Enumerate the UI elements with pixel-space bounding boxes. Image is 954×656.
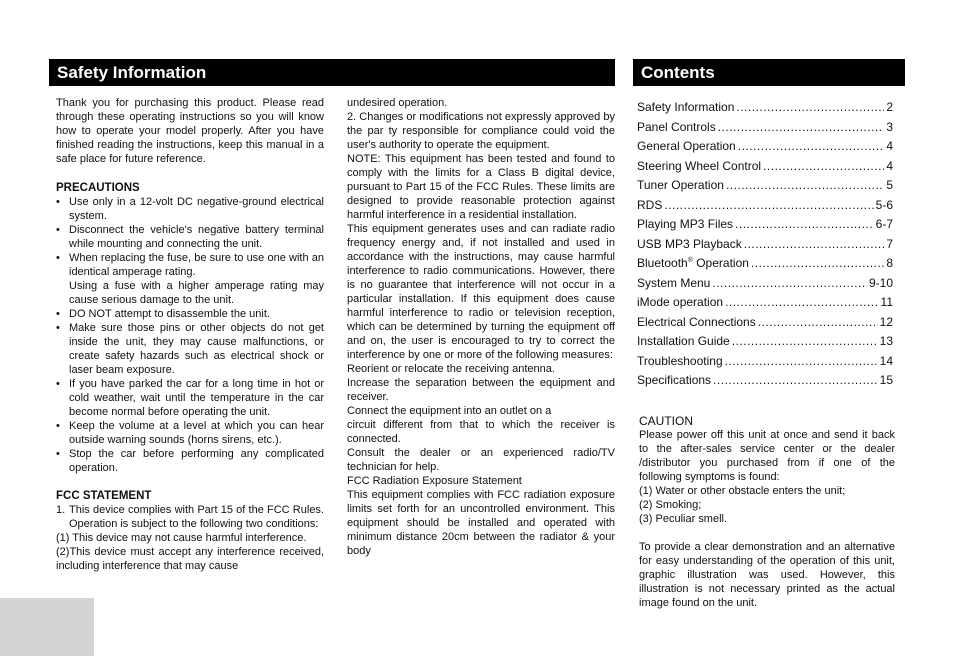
fuse-warning-text: Using a fuse with a higher amperage rating may cause serious damage to the unit. [69, 280, 324, 306]
precautions-list [56, 195, 324, 475]
symptom-item: (1) Water or other obstacle enters the unit; [639, 485, 846, 497]
registered-mark: ® [687, 257, 693, 264]
caution-text: Please power off this unit at once and send it back to the after-sales service center or the dealer /distributor you purchased from if one of the following symptoms is found: [639, 429, 895, 483]
toc-title: RDS [637, 197, 663, 212]
list-item: • DO NOT attempt to disassemble the unit. [56, 307, 324, 321]
fuse-rating-text: When replacing the fuse, be sure to use one with an identical amperage rating. [69, 252, 324, 278]
toc-leader [712, 274, 867, 294]
toc-title: Troubleshooting [637, 353, 723, 368]
toc-title: Playing MP3 Files [637, 217, 734, 231]
toc-title: iMode operation [637, 295, 724, 309]
toc-title: System Menu [637, 275, 711, 290]
note-paragraph: NOTE: This equipment has been tested and found to comply with the limits for a Class B digital device, pursuant to Part 15 of the FCC Rules. These limits are designed to provide reasonable protection against harmful interference in a residential installation. [347, 153, 615, 221]
list-item: • Keep the volume at a level at which you can hear outside warning sounds (horns sirens, etc.). [56, 419, 324, 447]
toc-title [637, 254, 749, 274]
toc-leader [736, 98, 884, 118]
toc-page: 8 [886, 256, 893, 270]
toc-item-electrical-connections[interactable] [637, 313, 893, 333]
intro-paragraph: Thank you for purchasing this product. Please read through these operating instructions so you will know how to operate your model properly. After you have finished reading the instructions, keep this manual in a safe place for future reference. [56, 97, 324, 165]
toc-title: Tuner Operation [637, 178, 724, 192]
toc-leader [725, 352, 878, 372]
symptom-item: (2) Smoking; [639, 499, 702, 511]
page-corner-tab [0, 598, 94, 656]
toc-item-playing-mp3-files[interactable] [637, 215, 893, 235]
fcc-item-1-text: This device complies with Part 15 of the FCC Rules. Operation is subject to the following two conditions: [69, 504, 324, 530]
symptom-item: (3) Peculiar smell. [639, 513, 728, 525]
toc-title-part: Operation [692, 256, 749, 270]
measure-4: Consult the dealer or an experienced radio/TV technician for help. [347, 447, 615, 473]
fcc-item-2: 2. Changes or modifications not expressly approved by the par ty responsible for compliance could void the user's authority to operate the equipment. [347, 111, 615, 151]
toc-page: 3 [886, 119, 893, 134]
toc-page: 13 [879, 334, 893, 348]
toc-item-steering-wheel-control[interactable] [637, 157, 893, 177]
table-of-contents [637, 98, 893, 391]
toc-page: 2 [886, 100, 893, 114]
toc-page: 6-7 [875, 217, 893, 231]
toc-page: 5 [886, 178, 893, 192]
fcc-statement-heading: FCC STATEMENT [56, 490, 152, 502]
measure-3a: Connect the equipment into an outlet on a [347, 405, 552, 417]
toc-page: 15 [879, 373, 893, 387]
toc-page: 4 [886, 139, 893, 153]
toc-leader [744, 235, 885, 255]
toc-leader [713, 371, 878, 391]
measure-2: Increase the separation between the equipment and receiver. [347, 377, 615, 403]
list-item: • Make sure those pins or other objects do not get inside the unit, they may cause malfunctions, or create safety hazards such as electrical shock or laser beam exposure. [56, 321, 324, 377]
toc-item-panel-controls[interactable] [637, 118, 893, 138]
caution-section [639, 414, 895, 610]
fcc-condition-1: (1) This device may not cause harmful interference. [56, 532, 307, 544]
toc-leader [732, 332, 878, 352]
list-item: • Stop the car before performing any complicated operation. [56, 447, 324, 475]
toc-item-imode-operation[interactable] [637, 293, 893, 313]
toc-title: Installation Guide [637, 334, 730, 348]
toc-page: 11 [880, 295, 893, 309]
toc-leader [725, 293, 878, 313]
rf-exposure-heading: FCC Radiation Exposure Statement [347, 475, 522, 487]
toc-title: Steering Wheel Control [637, 158, 762, 173]
toc-page: 7 [886, 236, 893, 251]
toc-leader [664, 196, 873, 216]
toc-title: Specifications [637, 373, 712, 387]
measure-3b: circuit different from that to which the receiver is connected. [347, 419, 615, 445]
safety-column-left [56, 96, 324, 573]
contents-heading: Contents [633, 59, 905, 86]
toc-item-system-menu[interactable] [637, 274, 893, 294]
toc-title: Panel Controls [637, 119, 716, 134]
toc-leader [758, 313, 878, 333]
continued-text: undesired operation. [347, 97, 448, 109]
toc-page: 12 [879, 314, 893, 329]
toc-leader [738, 137, 885, 157]
list-item: • Disconnect the vehicle's negative battery terminal while mounting and connecting the unit. [56, 223, 324, 251]
toc-item-installation-guide[interactable] [637, 332, 893, 352]
caution-title: CAUTION [639, 414, 693, 428]
toc-title: USB MP3 Playback [637, 236, 742, 251]
safety-column-right [347, 96, 615, 558]
fcc-condition-2: (2)This device must accept any interference received, including interference that may cause [56, 546, 324, 572]
precautions-heading: PRECAUTIONS [56, 182, 140, 194]
list-item [56, 251, 324, 307]
safety-information-heading: Safety Information [49, 59, 615, 86]
toc-title: Electrical Connections [637, 314, 756, 329]
illustration-note: To provide a clear demonstration and an alternative for easy understanding of the operation of this unit, graphic illustration was used. However, this illustration is not necessary printed as the actual image found on the unit. [639, 541, 895, 609]
measure-1: Reorient or relocate the receiving antenna. [347, 363, 555, 375]
toc-item-usb-mp3-playback[interactable] [637, 235, 893, 255]
toc-page: 14 [879, 353, 893, 368]
toc-title-part: Bluetooth [637, 256, 688, 270]
fcc-item-number: 1. [56, 504, 66, 516]
toc-item-safety-information[interactable] [637, 98, 893, 118]
toc-item-general-operation[interactable] [637, 137, 893, 157]
list-item: • Use only in a 12-volt DC negative-ground electrical system. [56, 195, 324, 223]
fcc-item-1 [56, 503, 324, 531]
toc-leader [718, 118, 885, 138]
toc-leader [726, 176, 884, 196]
toc-title: General Operation [637, 139, 736, 153]
toc-page: 4 [886, 158, 893, 173]
toc-page: 5-6 [875, 197, 893, 212]
toc-leader [751, 254, 884, 274]
toc-page: 9-10 [868, 275, 893, 290]
toc-item-tuner-operation[interactable] [637, 176, 893, 196]
rf-exposure-text: This equipment complies with FCC radiation exposure limits set forth for an uncontrolled environment. This equipment should be installed and operated with minimum distance 20cm between the radiator & your body [347, 489, 615, 557]
toc-leader [763, 157, 884, 177]
toc-item-specifications[interactable] [637, 371, 893, 391]
toc-leader [735, 215, 874, 235]
toc-item-bluetooth-operation[interactable] [637, 254, 893, 274]
interference-paragraph: This equipment generates uses and can radiate radio frequency energy and, if not installed and used in accordance with the instructions, may cause harmful interference to radio communications. However, there is no guarantee that interference will not occur in a particular installation. If this equipment does cause harmful interference to radio or television reception, which can be determined by turning the equipment off and on, the user is encouraged to try to correct the interference by one or more of the following measures: [347, 223, 615, 361]
toc-item-rds[interactable] [637, 196, 893, 216]
toc-title: Safety Information [637, 100, 735, 114]
list-item: • If you have parked the car for a long time in hot or cold weather, wait until the temperature in the car become normal before operating the unit. [56, 377, 324, 419]
toc-item-troubleshooting[interactable] [637, 352, 893, 372]
